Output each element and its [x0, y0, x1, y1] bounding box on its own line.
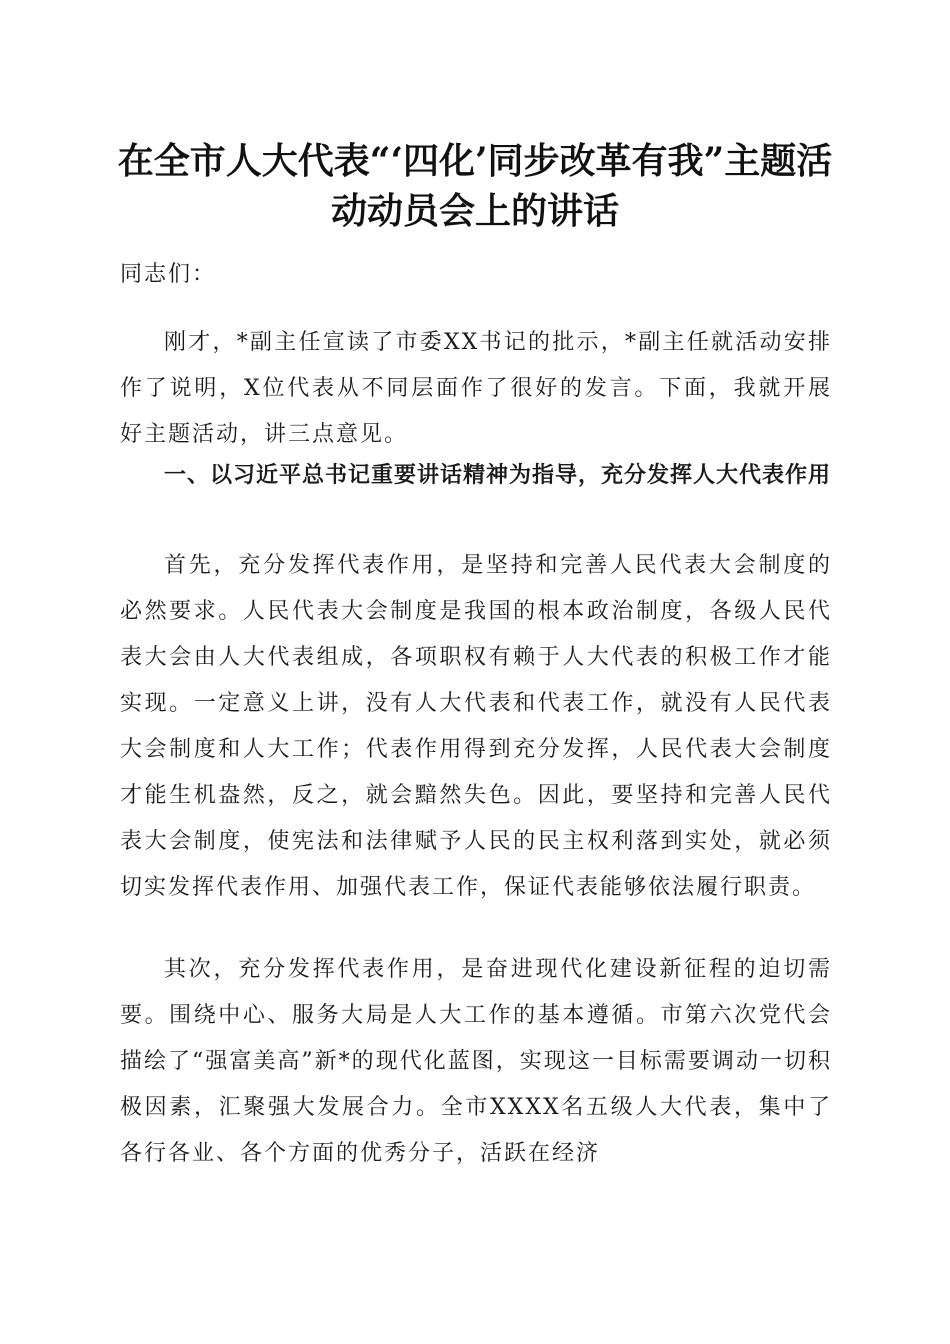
section1-paragraph-first: 首先，充分发挥代表作用，是坚持和完善人民代表大会制度的必然要求。人民代表大会制度是我国的根本政治制度，各级人民代表大会由人大代表组成，各项职权有赖于人大代表的积极工作才能实现。一定意义上讲，没有人大代表和代表工作，就没有人民代表大会制度和人大工作；代表作用得到充分发挥，人民代表大会制度才能生机盎然，反之，就会黯然失色。因此，要坚持和完善人民代表大会制度，使宪法和法律赋予人民的民主权利落到实处，就必须切实发挥代表作用、加强代表工作，保证代表能够依法履行职责。: [120, 553, 832, 900]
document-title: 在全市人大代表“‘四化’同步改革有我”主题活动动员会上的讲话: [117, 140, 833, 232]
opening-paragraph: 刚才，*副主任宣读了市委XX书记的批示，*副主任就活动安排作了说明，X位代表从不同层面作了很好的发言。下面，我就开展好主题活动，讲三点意见。: [120, 330, 832, 447]
salutation: 同志们：: [120, 262, 217, 287]
section-heading-1: 一、以习近平总书记重要讲话精神为指导，充分发挥人大代表作用: [164, 463, 832, 488]
section1-paragraph-second: 其次，充分发挥代表作用，是奋进现代化建设新征程的迫切需要。围绕中心、服务大局是人大工作的基本遵循。市第六次党代会描绘了“强富美高”新*的现代化蓝图，实现这一目标需要调动一切积极因素，汇聚强大发展合力。全市XXXX名五级人大代表，集中了各行各业、各个方面的优秀分子，活跃在经济: [120, 957, 832, 1166]
